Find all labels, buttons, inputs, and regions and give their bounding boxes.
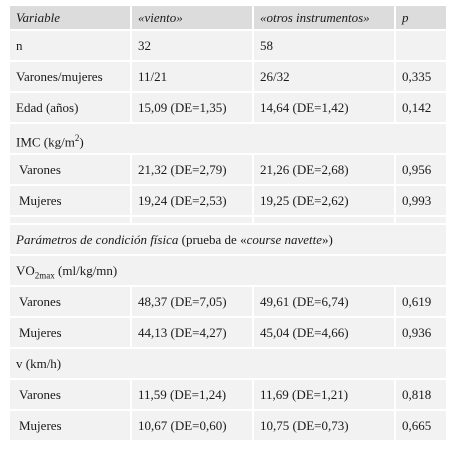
p-value: 0,993 xyxy=(396,186,446,215)
header-p: p xyxy=(396,6,446,29)
table-row-vo2-header xyxy=(10,256,446,287)
row-label: Mujeres xyxy=(10,186,130,215)
viento-value: 21,32 (DE=2,79) xyxy=(132,155,252,184)
table-row-sex xyxy=(10,62,446,93)
p-value: 0,936 xyxy=(396,318,446,347)
p-value: 0,956 xyxy=(396,155,446,184)
spacer-cell xyxy=(254,217,394,223)
row-label: Varones xyxy=(10,380,130,409)
header-variable: Variable xyxy=(10,6,130,29)
otros-value: 19,25 (DE=2,62) xyxy=(254,186,394,215)
section-label-vo2: $VO_{2max}$ (ml/kg/mn) xyxy=(10,256,446,285)
viento-value: 11/21 xyxy=(132,62,252,91)
table-row-params-header xyxy=(10,225,446,256)
viento-value: 44,13 (DE=4,27) xyxy=(132,318,252,347)
table-row-imc-men xyxy=(10,155,446,186)
viento-value: 15,09 (DE=1,35) xyxy=(132,93,252,122)
section-label-params: Parámetros de condición física (prueba de «course navette») xyxy=(10,225,446,254)
table-row-imc-header xyxy=(10,124,446,155)
otros-value: 14,64 (DE=1,42) xyxy=(254,93,394,122)
otros-value: 45,04 (DE=4,66) xyxy=(254,318,394,347)
row-label: Varones xyxy=(10,287,130,316)
otros-value: 10,75 (DE=0,73) xyxy=(254,411,394,440)
row-label: Mujeres xyxy=(10,411,130,440)
otros-value: 58 xyxy=(254,31,394,60)
viento-value: 19,24 (DE=2,53) xyxy=(132,186,252,215)
p-value: 0,665 xyxy=(396,411,446,440)
row-label: n xyxy=(10,31,130,60)
table-row-v-men xyxy=(10,380,446,411)
row-label: Varones xyxy=(10,155,130,184)
p-value: 0,142 xyxy=(396,93,446,122)
otros-value: 26/32 xyxy=(254,62,394,91)
section-label-v: v (km/h) xyxy=(10,349,446,378)
spacer-cell xyxy=(10,217,130,223)
table-row-v-header xyxy=(10,349,446,380)
table-header-row xyxy=(10,6,446,31)
table-row-n xyxy=(10,31,446,62)
p-value: 0,619 xyxy=(396,287,446,316)
header-viento: «viento» xyxy=(132,6,252,29)
p-value: 0,335 xyxy=(396,62,446,91)
viento-value: 11,59 (DE=1,24) xyxy=(132,380,252,409)
viento-value: 32 xyxy=(132,31,252,60)
table-row-v-women xyxy=(10,411,446,442)
p-value xyxy=(396,31,446,60)
otros-value: 49,61 (DE=6,74) xyxy=(254,287,394,316)
table-row-imc-women xyxy=(10,186,446,217)
table-row-age xyxy=(10,93,446,124)
results-table xyxy=(10,6,446,442)
row-label: Varones/mujeres xyxy=(10,62,130,91)
spacer-cell xyxy=(396,217,446,223)
viento-value: 48,37 (DE=7,05) xyxy=(132,287,252,316)
row-label: Edad (años) xyxy=(10,93,130,122)
table-row-vo2-women xyxy=(10,318,446,349)
section-label-imc: IMC $(kg/m^2)$ xyxy=(10,124,446,153)
viento-value: 10,67 (DE=0,60) xyxy=(132,411,252,440)
row-label: Mujeres xyxy=(10,318,130,347)
otros-value: 11,69 (DE=1,21) xyxy=(254,380,394,409)
table-row-vo2-men xyxy=(10,287,446,318)
header-otros: «otros instrumentos» xyxy=(254,6,394,29)
spacer-cell xyxy=(132,217,252,223)
table-spacer-row xyxy=(10,217,446,225)
otros-value: 21,26 (DE=2,68) xyxy=(254,155,394,184)
p-value: 0,818 xyxy=(396,380,446,409)
